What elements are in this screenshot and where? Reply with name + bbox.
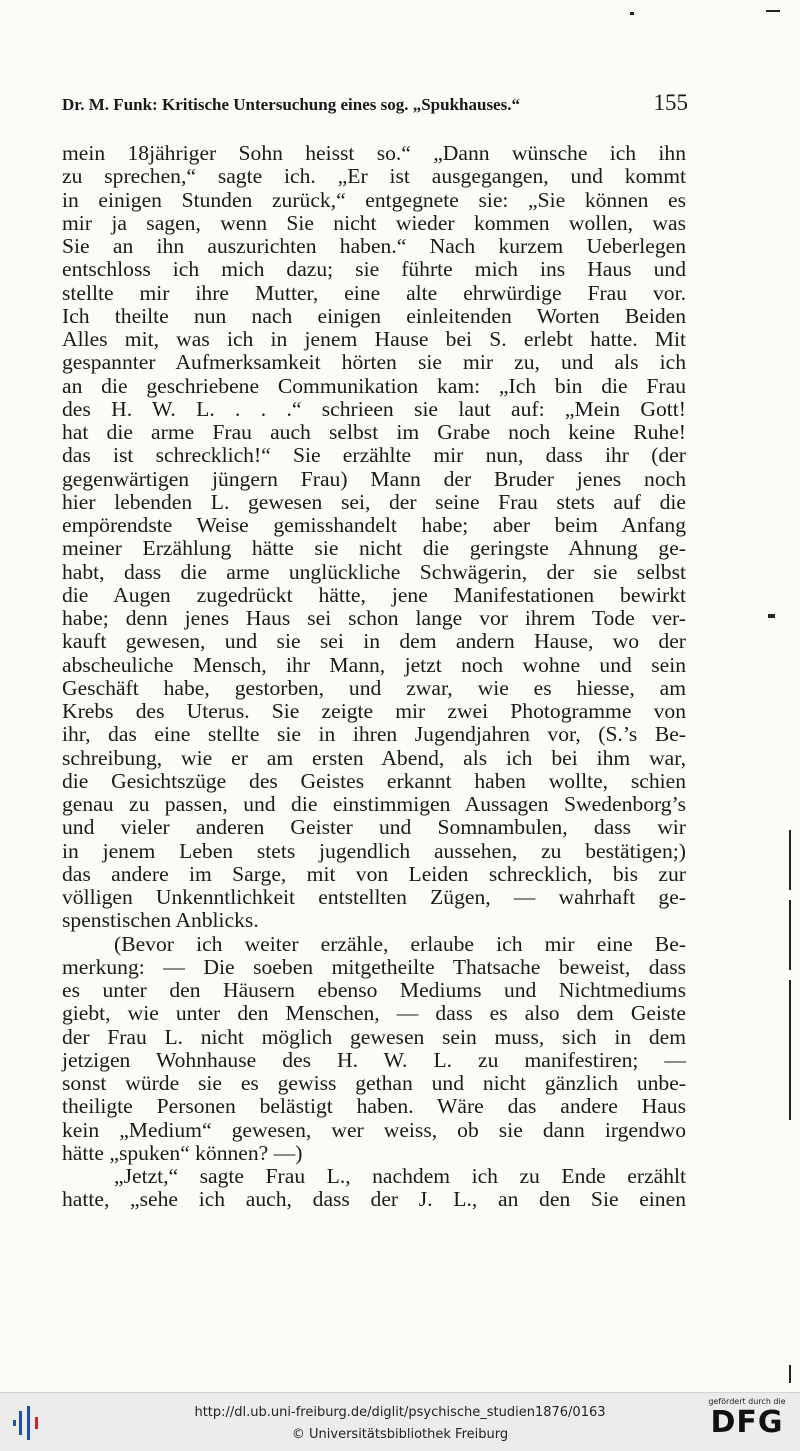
text-line: es unter den Häusern ebenso Mediums und Nichtmediums [62,978,686,1002]
text-line: und vieler anderen Geister und Somnambulen, dass wir [62,815,686,840]
scan-edge-mark [789,900,791,970]
text-line: mein 18jähriger Sohn heisst so.“ „Dann wünsche ich ihn [62,141,686,165]
copyright-notice: © Universitätsbibliothek Freiburg [291,1427,509,1442]
text-line: schreibung, wie er am ersten Abend, als ich bei ihm war, [62,745,686,770]
text-line: die Augen zugedrückt hätte, jene Manifestationen bewirkt [62,582,686,607]
text-line: des H. W. L. . . .“ schrieen sie laut auf: „Mein Gott! [62,396,686,421]
viewer-footer [0,1392,800,1451]
text-line: kauft gewesen, und sie sei in dem andern Hause, wo der [62,629,686,654]
text-line: spenstischen Anblicks. [62,908,259,933]
text-line: „Jetzt,“ sagte Frau L., nachdem ich zu Ende erzählt [114,1164,686,1188]
text-line: Krebs des Uterus. Sie zeigte mir zwei Photogramme von [62,699,686,723]
running-head [62,90,688,115]
permalink-url[interactable]: http://dl.ub.uni-freiburg.de/diglit/psychische_studien1876/0163 [194,1405,606,1420]
text-line: in einigen Stunden zurück,“ entgegnete sie: „Sie können es [62,187,686,212]
text-line: meiner Erzählung hätte sie nicht die geringste Ahnung ge- [62,536,686,561]
text-line: habt, dass die arme unglückliche Schwägerin, der sie selbst [62,559,686,584]
dfg-tagline: gefördert durch die [708,1397,786,1406]
text-line: Sie an ihn auszurichten haben.“ Nach kurzem Ueberlegen [62,234,686,258]
text-line: zu sprechen,“ sagte ich. „Er ist ausgegangen, und kommt [62,164,686,189]
text-line: Geschäft habe, gestorben, und zwar, wie es hiesse, am [62,675,686,700]
text-line: giebt, wie unter den Menschen, — dass es also dem Geiste [62,1001,686,1026]
running-title: Dr. M. Funk: Kritische Untersuchung eines sog. „Spukhauses.“ [62,95,520,114]
scan-edge-mark [789,1365,791,1383]
text-line: hat die arme Frau auch selbst im Grabe noch keine Ruhe! [62,420,686,444]
text-line: abscheuliche Mensch, ihr Mann, jetzt noch wohne und sein [62,652,686,677]
text-line: das ist schrecklich!“ Sie erzählte mir nun, dass ihr (der [62,443,686,468]
dfg-wordmark: DFG [710,1405,784,1440]
text-line: hatte, „sehe ich auch, dass der J. L., an den Sie einen [62,1187,686,1212]
dfg-logo [702,1397,792,1447]
text-line: stellte mir ihre Mutter, eine alte ehrwürdige Frau vor. [62,280,686,305]
text-line: gespannter Aufmerksamkeit hörten sie mir zu, und als ich [62,350,686,375]
text-line: Ich theilte nun nach einigen einleitenden Worten Beiden [62,303,686,328]
text-line: der Frau L. nicht möglich gewesen sein muss, sich in dem [62,1024,686,1049]
text-line: kein „Medium“ gewesen, wer weiss, ob sie dann irgendwo [62,1117,686,1142]
text-line: völligen Unkenntlichkeit entstellten Zügen, — wahrhaft ge- [62,885,686,909]
text-line: ihr, das eine stellte sie in ihren Jugendjahren vor, (S.’s Be- [62,722,686,747]
text-line: an die geschriebene Communikation kam: „Ich bin die Frau [62,373,686,398]
text-line: hier lebenden L. gewesen sei, der seine Frau stets auf die [62,489,686,514]
text-line: habe; denn jenes Haus sei schon lange vor ihrem Tode ver- [62,606,686,630]
text-line: hätte „spuken“ können? —) [62,1140,303,1165]
text-line: Alles mit, was ich in jenem Hause bei S. erlebt hatte. Mit [62,327,686,351]
text-line: die Gesichtszüge des Geistes erkannt haben wollte, schien [62,768,686,793]
text-line: gegenwärtigen jüngern Frau) Mann der Bruder jenes noch [62,466,686,491]
text-line: entschloss ich mich dazu; sie führte mich ins Haus und [62,257,686,282]
text-line: mir ja sagen, wenn Sie nicht wieder kommen wollen, was [62,210,686,235]
scan-mark [768,614,775,618]
page-number: 155 [653,90,688,115]
text-line: merkung: — Die soeben mitgetheilte Thatsache beweist, dass [62,954,686,979]
text-line: theiligte Personen belästigt haben. Wäre das andere Haus [62,1094,686,1119]
text-line: genau zu passen, und die einstimmigen Aussagen Swedenborg’s [62,792,686,816]
text-line: (Bevor ich weiter erzähle, erlaube ich mir eine Be- [114,931,686,956]
text-line: in jenem Leben stets jugendlich aussehen, zu bestätigen;) [62,838,686,863]
scan-mark [630,12,634,15]
text-line: jetzigen Wohnhause des H. W. L. zu manifestiren; — [62,1047,686,1072]
scan-edge-mark [789,980,791,1120]
body-text [62,142,686,1212]
scan-mark [766,10,780,12]
text-line: sonst würde sie es gewiss gethan und nicht gänzlich unbe- [62,1071,686,1095]
text-line: empörendste Weise gemisshandelt habe; aber beim Anfang [62,513,686,537]
text-line: das andere im Sarge, mit von Leiden schrecklich, bis zur [62,861,686,886]
scan-edge-mark [789,830,791,890]
